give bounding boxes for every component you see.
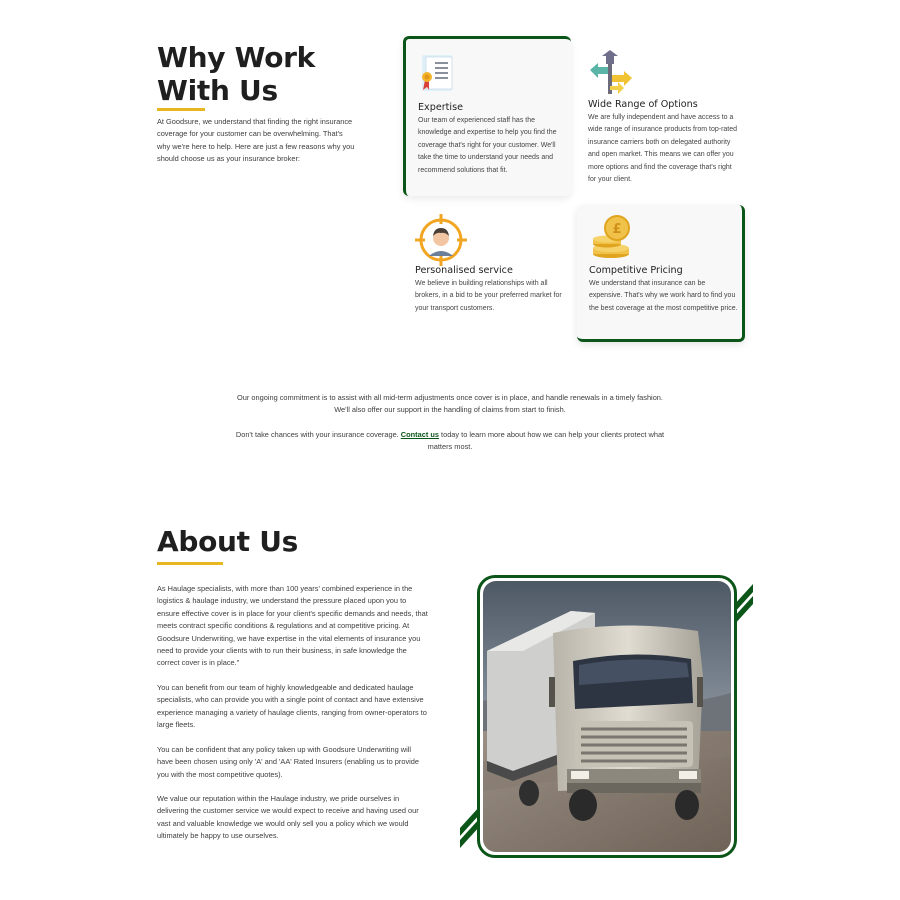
card-personalised-service [403,206,571,340]
why-intro-text: At Goodsure, we understand that finding the right insurance coverage for your customer can be overwhelming. That's why we're here to help. Here are just a few reasons why you should choose us as your insurance broker: [157,117,355,164]
card-text: We are fully independent and have access to a wide range of insurance products from top-rated insurance carriers both on delegated authority and open market. This means we can offer you more options and find the coverage that's right for your client. [588,114,738,184]
truck-image-frame [477,575,737,858]
about-paragraph: We value our reputation within the Haulage industry, we pride ourselves in delivering the customer service we would expect to receive and having used our vast and valuable knowledge we would only sell you a policy which we would ultimately be happy to use ourselves. [157,794,419,841]
contact-prompt-after: today to learn more about how we can help your clients protect what matters most. [427,430,665,452]
card-title: Expertise [418,102,464,113]
truck-photo [483,581,731,852]
about-us-title: About Us [157,525,299,558]
about-paragraph: As Haulage specialists, with more than 100 years' combined experience in the logistics & haulage industry, we understand the pressure placed upon you to ensure effective cover is in place for your client's specific demands and needs, that meets contract specific conditions & regulations and at competitive pricing. At Goodsure Underwriting, we have expertise in the vital elements of insurance you need to provide your clients with to run their business, in safe knowledge the correct cover is in place." [157,584,428,668]
card-expertise [403,36,571,196]
card-title: Wide Range of Options [588,99,698,110]
card-title: Competitive Pricing [589,265,683,276]
why-work-title: Why Work With Us [157,41,315,107]
coin-stack-icon [589,214,629,254]
certificate-icon [418,53,458,93]
title-underline [157,562,223,565]
card-title: Personalised service [415,265,513,276]
contact-prompt-text [235,429,665,454]
title-underline [157,108,205,111]
about-paragraph: You can benefit from our team of highly knowledgeable and dedicated haulage specialists, who can provide you with a single point of contact and have extensive experience managing a variety of haulage clients, ranging from owner-operators to large fleets. [157,683,427,730]
person-target-icon [415,214,455,254]
card-text: Our team of experienced staff has the knowledge and expertise to help you find the coverage that's right for your customer. We'll take the time to understand your needs and recommend solutions that fit. [418,117,557,174]
commitment-text: Our ongoing commitment is to assist with all mid-term adjustments once cover is in place, and handle renewals in a timely fashion. We'll also offer our support in the handling of claims from start to finish. [237,393,663,415]
svg-text:£: £ [612,222,622,237]
contact-prompt-before: Don't take chances with your insurance coverage. [235,430,401,439]
card-wide-range [576,36,744,196]
about-paragraph: You can be confident that any policy taken up with Goodsure Underwriting will have been chosen using only 'A' and 'AA' Rated Insurers (enabling us to provide you with the most competitive quotes). [157,745,420,779]
contact-us-link[interactable]: Contact us [400,430,439,439]
card-text: We understand that insurance can be expensive. That's why we work hard to find you the best coverage at the most competitive price. [589,280,738,312]
card-competitive-pricing [577,205,745,342]
direction-arrows-icon [588,50,628,90]
card-text: We believe in building relationships with all brokers, in a bid to be your preferred market for your transport customers. [415,280,562,312]
